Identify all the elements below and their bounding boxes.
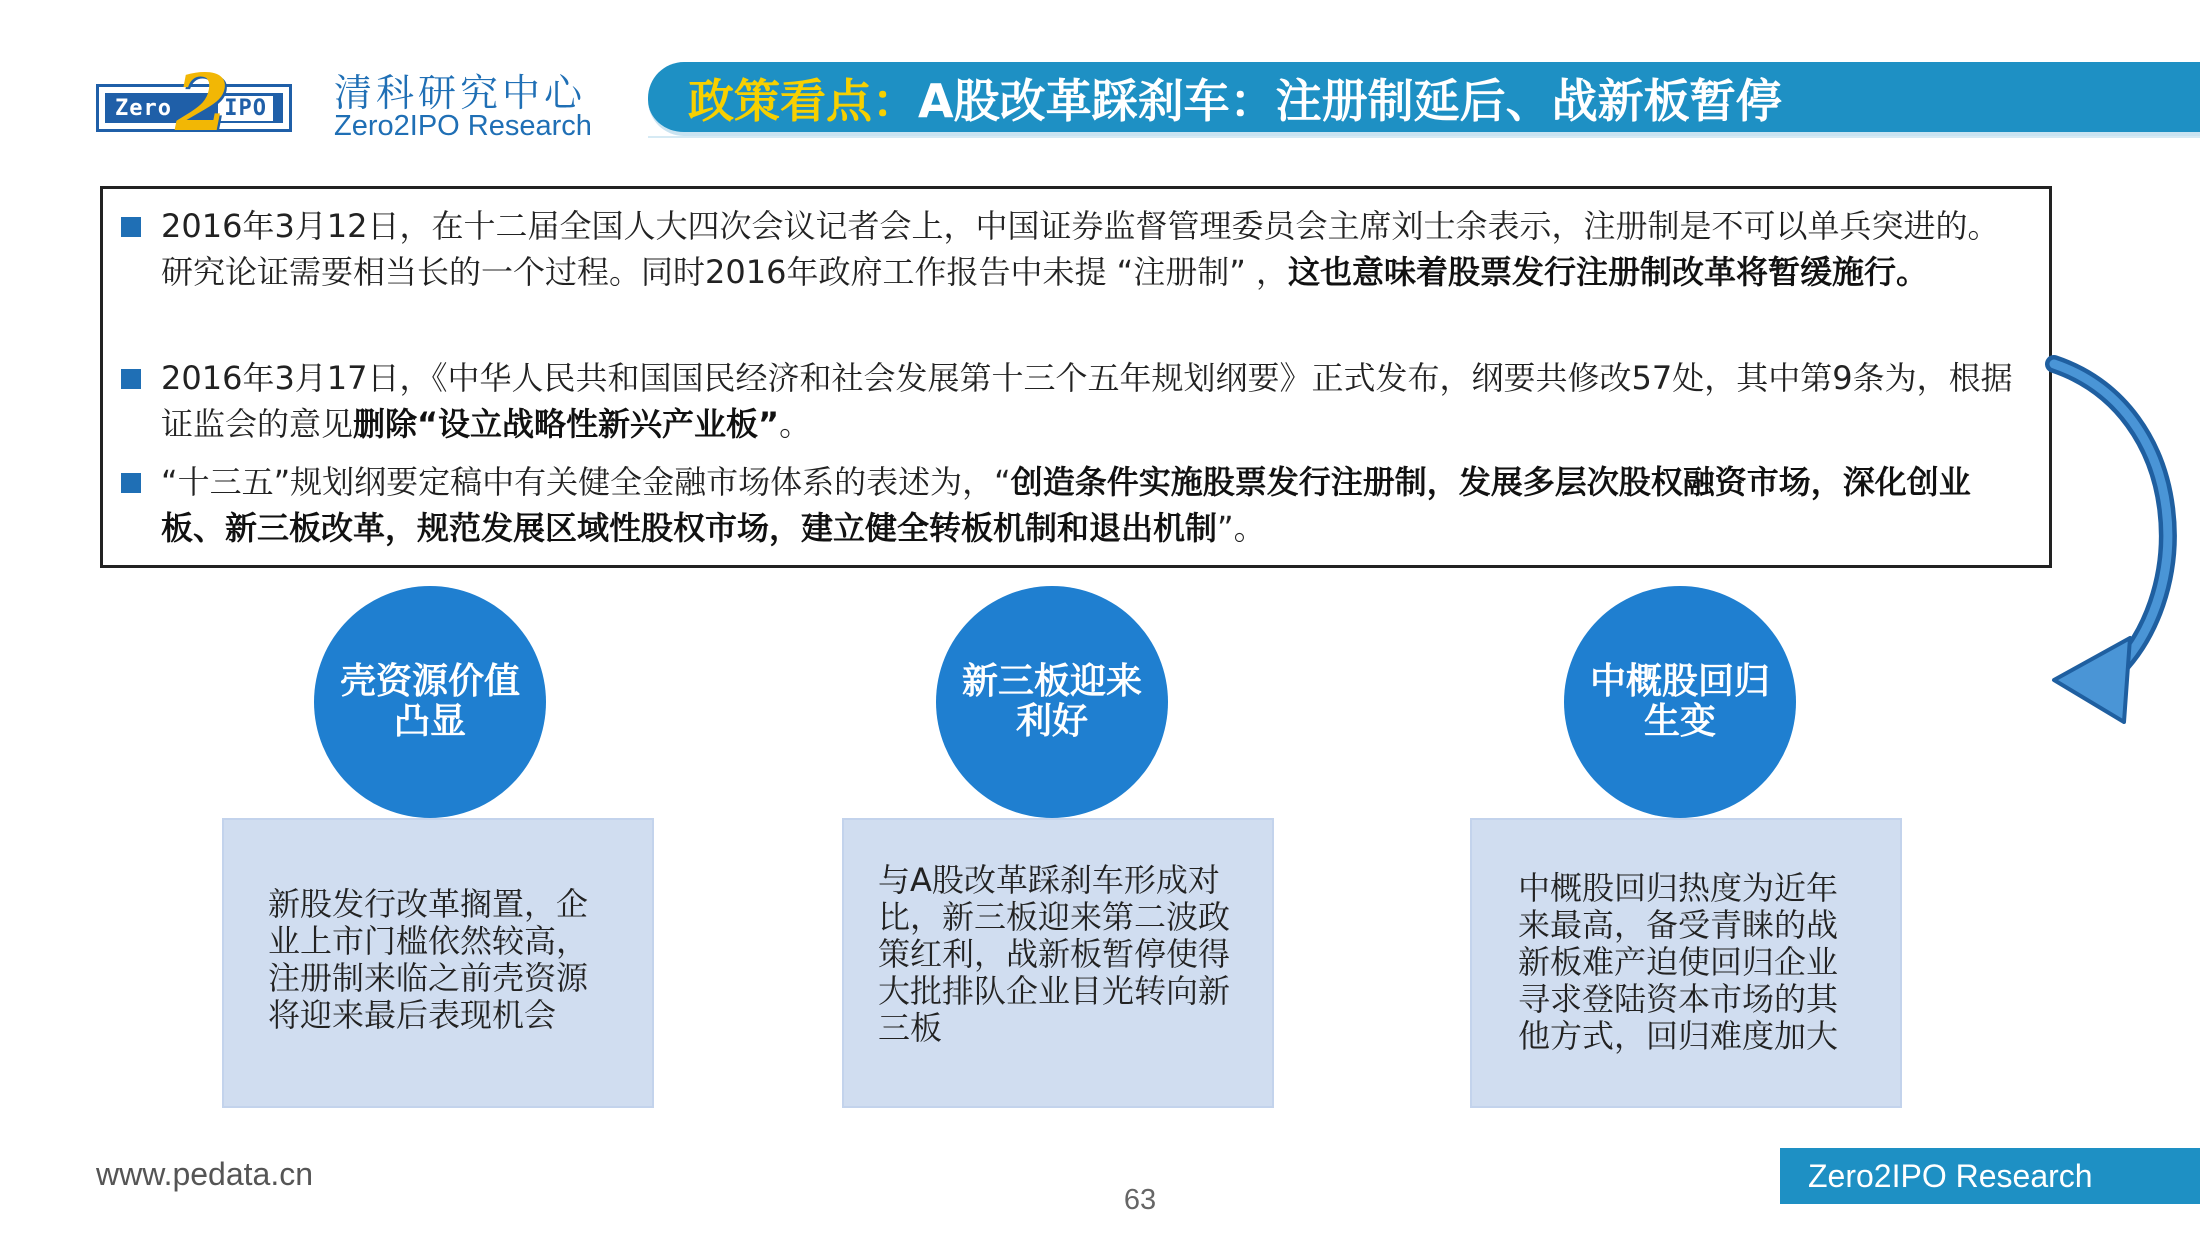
logo-ipo-text: IPO	[218, 96, 273, 121]
impact-circle-china-concept: 中概股回归生变	[1564, 586, 1796, 818]
bullet-text-normal: 2016年3月17日，《中华人民共和国国民经济和社会发展第十三个五年规划纲要》正式发布，纲要共修改57处，其中第9条为，根据证监会的意见	[161, 359, 2013, 443]
policy-bullets-frame	[100, 186, 2052, 568]
square-bullet-icon	[121, 473, 141, 493]
bullet-text-bold: 删除“设立战略性新兴产业板”	[353, 405, 780, 443]
impact-box-shell-resources	[222, 818, 654, 1108]
bullet-text	[121, 459, 2019, 551]
square-bullet-icon	[121, 217, 141, 237]
bullet-item	[121, 355, 2019, 447]
impact-box-text: 与A股改革踩刹车形成对比，新三板迎来第二波政策红利，战新板暂停使得大批排队企业目光转向新三板	[878, 861, 1231, 1047]
page-number: 63	[1123, 1184, 1157, 1216]
impact-box-china-concept	[1470, 818, 1902, 1108]
bullet-text-normal: “十三五”规划纲要定稿中有关健全金融市场体系的表述为，“	[161, 463, 1011, 501]
footer-website: www.pedata.cn	[96, 1156, 314, 1192]
logo-zero-text: Zero	[115, 95, 172, 121]
bullet-item	[121, 203, 2019, 295]
page-title-main: A股改革踩刹车：注册制延后、战新板暂停	[918, 74, 1782, 128]
bullet-text-bold: 这也意味着股票发行注册制改革将暂缓施行。	[1287, 253, 1928, 291]
impact-box-text: 中概股回归热度为近年来最高，备受青睐的战新板难产迫使回归企业寻求登陆资本市场的其他方式，回归难度加大	[1518, 869, 1839, 1055]
bullet-text-tail: 。	[779, 405, 812, 443]
impact-box-neeq	[842, 818, 1274, 1108]
title-underline	[648, 136, 2200, 138]
bullet-text-tail: ”。	[1217, 509, 1266, 547]
bullet-text-normal: 2016年3月12日，在十二届全国人大四次会议记者会上，中国证券监督管理委员会主席刘士余表示，注册制是不可以单兵突进的。研究论证需要相当长的一个过程。同时2016年政府工作报告中未提 “注册制” ，	[161, 207, 2000, 291]
impact-circle-neeq: 新三板迎来利好	[936, 586, 1168, 818]
zero2ipo-logo	[96, 58, 292, 149]
logo-two-glyph: 2	[175, 58, 230, 149]
impact-circle-shell-resources: 壳资源价值凸显	[314, 586, 546, 818]
impact-box-text: 新股发行改革搁置，企业上市门槛依然较高，注册制来临之前壳资源将迎来最后表现机会	[268, 885, 589, 1034]
bullet-text-bold: 创造条件实施股票发行注册制，发展多层次股权融资市场，深化创业板、新三板改革，规范发展区域性股权市场，建立健全转板机制和退出机制	[161, 463, 1971, 547]
bullet-item	[121, 459, 2019, 551]
bullet-text	[121, 203, 2019, 295]
square-bullet-icon	[121, 369, 141, 389]
page-title-accent: 政策看点：	[688, 74, 918, 128]
brand-name-en: Zero2IPO Research	[334, 110, 592, 142]
footer-brand: Zero2IPO Research	[1808, 1158, 2093, 1194]
bullet-text	[121, 355, 2019, 447]
curved-arrow-icon	[2040, 350, 2190, 750]
brand-name-cn: 清科研究中心	[334, 71, 587, 115]
page-title	[688, 66, 1782, 136]
